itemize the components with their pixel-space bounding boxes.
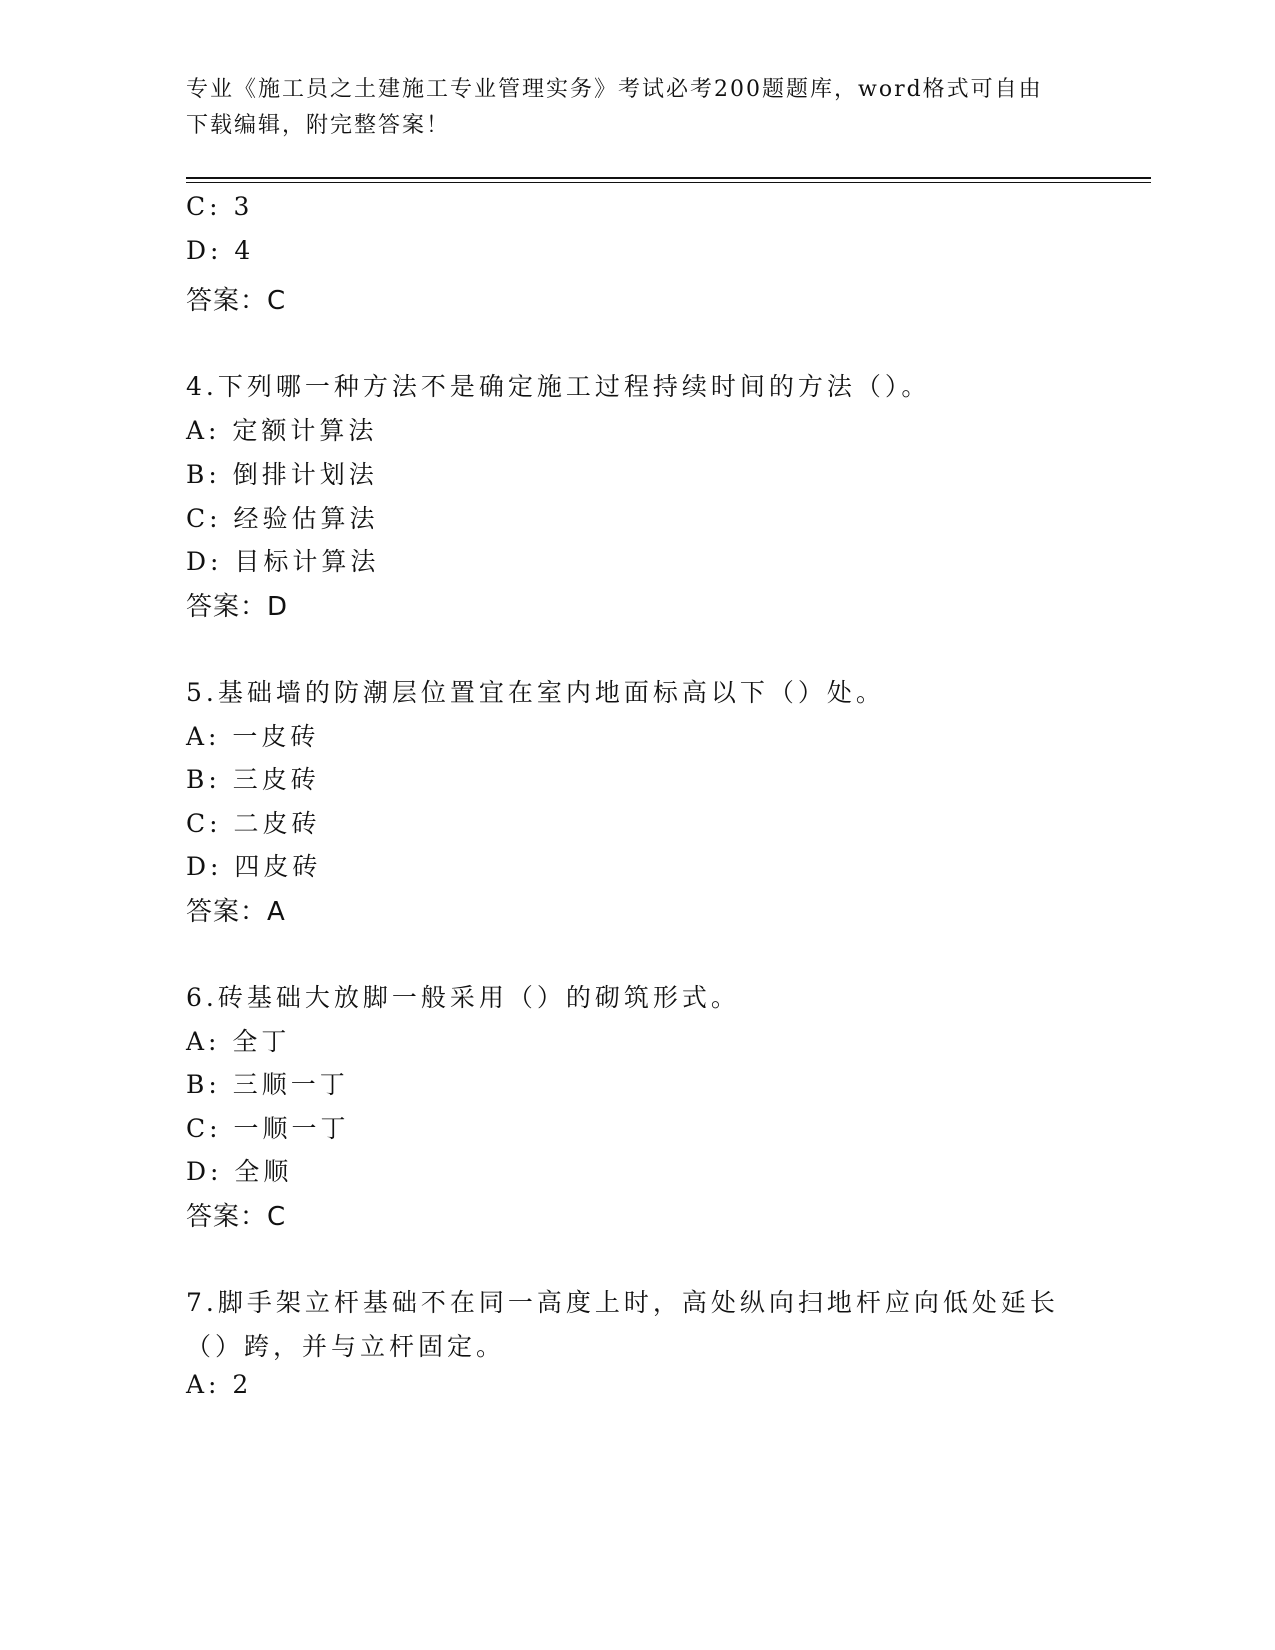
q5-stem: 5.基础墙的防潮层位置宜在室内地面标高以下（）处。	[186, 678, 885, 707]
q6-option-b: B: 三顺一丁	[186, 1070, 349, 1099]
header-line-2: 下载编辑，附完整答案！	[186, 113, 451, 138]
q4-stem: 4.下列哪一种方法不是确定施工过程持续时间的方法（）。	[186, 372, 931, 401]
q7-stem-line-2: （）跨，并与立杆固定。	[186, 1332, 506, 1361]
q4-option-d: D: 目标计算法	[186, 547, 380, 576]
q5-option-b: B: 三皮砖	[186, 765, 320, 794]
q5-option-c: C: 二皮砖	[186, 809, 321, 838]
q3-answer: 答案：C	[186, 286, 287, 316]
header-rule-thick	[186, 177, 1151, 179]
q3-option-c: C: 3	[186, 192, 254, 221]
q6-stem: 6.砖基础大放脚一般采用（）的砌筑形式。	[186, 983, 740, 1012]
q5-option-a: A: 一皮砖	[186, 722, 320, 751]
header-line-1: 专业《施工员之土建施工专业管理实务》考试必考200题题库，word格式可自由	[186, 77, 1043, 102]
q3-option-d: D: 4	[186, 236, 255, 265]
header-rule-thin	[186, 182, 1151, 183]
q6-answer: 答案：C	[186, 1202, 287, 1232]
document-header	[186, 72, 1086, 144]
q6-option-d: D: 全顺	[186, 1157, 293, 1186]
q6-option-c: C: 一顺一丁	[186, 1114, 350, 1143]
q4-option-a: A: 定额计算法	[186, 416, 378, 445]
q5-option-d: D: 四皮砖	[186, 852, 322, 881]
q4-answer: 答案：D	[186, 592, 289, 622]
q4-option-c: C: 经验估算法	[186, 504, 379, 533]
q7-option-a: A: 2	[186, 1370, 253, 1399]
q6-option-a: A: 全丁	[186, 1027, 291, 1056]
q4-option-b: B: 倒排计划法	[186, 460, 378, 489]
q7-stem-line-1: 7.脚手架立杆基础不在同一高度上时，高处纵向扫地杆应向低处延长	[186, 1288, 1059, 1317]
q5-answer: 答案：A	[186, 897, 286, 927]
